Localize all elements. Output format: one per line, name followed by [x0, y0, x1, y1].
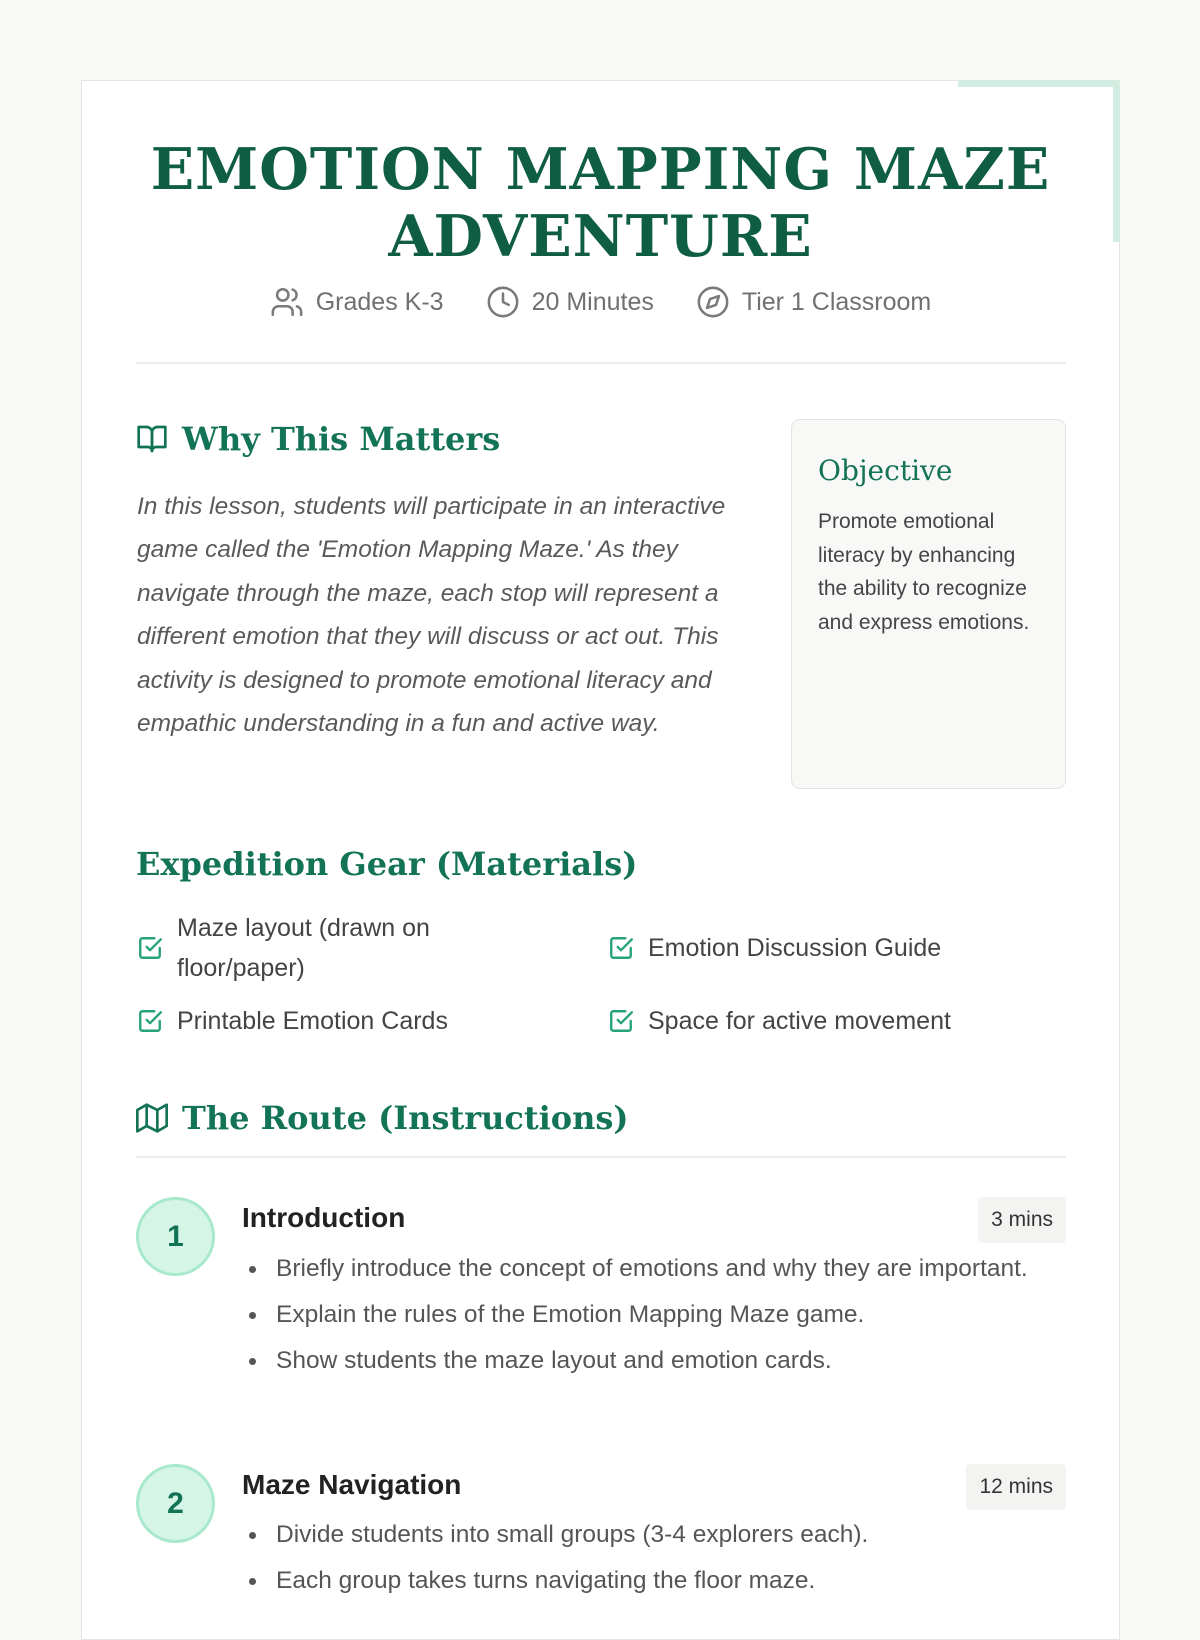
materials-heading	[136, 845, 637, 883]
material-item	[137, 1001, 448, 1041]
meta-duration-label: 20 Minutes	[531, 287, 654, 316]
check-square-icon	[608, 1008, 634, 1034]
compass-icon	[696, 285, 730, 319]
step-bullet: Each group takes turns navigating the floor maze.	[243, 1561, 1033, 1601]
users-icon	[270, 285, 304, 319]
material-item	[608, 1001, 951, 1041]
meta-grades-label: Grades K-3	[315, 287, 444, 316]
material-item	[137, 908, 517, 988]
header-divider	[136, 362, 1066, 364]
objective-text: Promote emotional literacy by enhancing the ability to recognize and express emotions.	[818, 510, 1030, 634]
objective-box	[791, 419, 1066, 789]
objective-heading: Objective	[818, 454, 953, 487]
meta-grades	[270, 282, 444, 322]
step-time-badge: 3 mins	[978, 1197, 1066, 1243]
material-item	[608, 928, 941, 968]
materials-heading-text: Expedition Gear (Materials)	[136, 845, 638, 883]
step-bullet: Divide students into small groups (3-4 explorers each).	[243, 1515, 1033, 1555]
route-heading-text: The Route (Instructions)	[182, 1099, 629, 1137]
check-square-icon	[137, 935, 163, 961]
step-bullets	[243, 1249, 1033, 1387]
page-title	[81, 136, 1120, 270]
step-number: 2	[136, 1464, 215, 1543]
clock-icon	[486, 285, 520, 319]
step-time-badge: 12 mins	[966, 1464, 1066, 1510]
meta-duration	[486, 282, 654, 322]
step-bullet: Explain the rules of the Emotion Mapping Maze game.	[243, 1295, 1033, 1335]
route-divider	[136, 1156, 1066, 1158]
meta-tier-label: Tier 1 Classroom	[741, 287, 932, 316]
material-label: Maze layout (drawn on floor/paper)	[177, 914, 430, 982]
step-bullet: Show students the maze layout and emotion cards.	[243, 1341, 1033, 1381]
material-label: Space for active movement	[648, 1007, 951, 1035]
material-label: Printable Emotion Cards	[177, 1007, 448, 1035]
lesson-meta	[81, 282, 1120, 322]
route-heading	[136, 1099, 629, 1137]
step-title: Maze Navigation	[242, 1469, 462, 1500]
why-heading-text: Why This Matters	[182, 420, 501, 458]
title-line-2: ADVENTURE	[388, 203, 813, 270]
check-square-icon	[137, 1008, 163, 1034]
step-title: Introduction	[242, 1202, 406, 1233]
map-icon	[136, 1102, 168, 1134]
step-bullet: Briefly introduce the concept of emotions and why they are important.	[243, 1249, 1033, 1289]
why-text: In this lesson, students will participate in an interactive game called the 'Emotion Mapping Maze.' As they navigate through the maze, each stop will represent a different emotion that they will discuss or act out. This activity is designed to promote emotional literacy and empathic understanding in a fun and active way.	[137, 493, 726, 738]
check-square-icon	[608, 935, 634, 961]
title-line-1: EMOTION MAPPING MAZE	[150, 136, 1051, 203]
book-open-icon	[136, 423, 168, 455]
step-number: 1	[136, 1197, 215, 1276]
meta-tier	[696, 282, 931, 322]
why-heading	[136, 420, 500, 458]
step-bullets	[243, 1515, 1033, 1607]
material-label: Emotion Discussion Guide	[648, 934, 942, 962]
